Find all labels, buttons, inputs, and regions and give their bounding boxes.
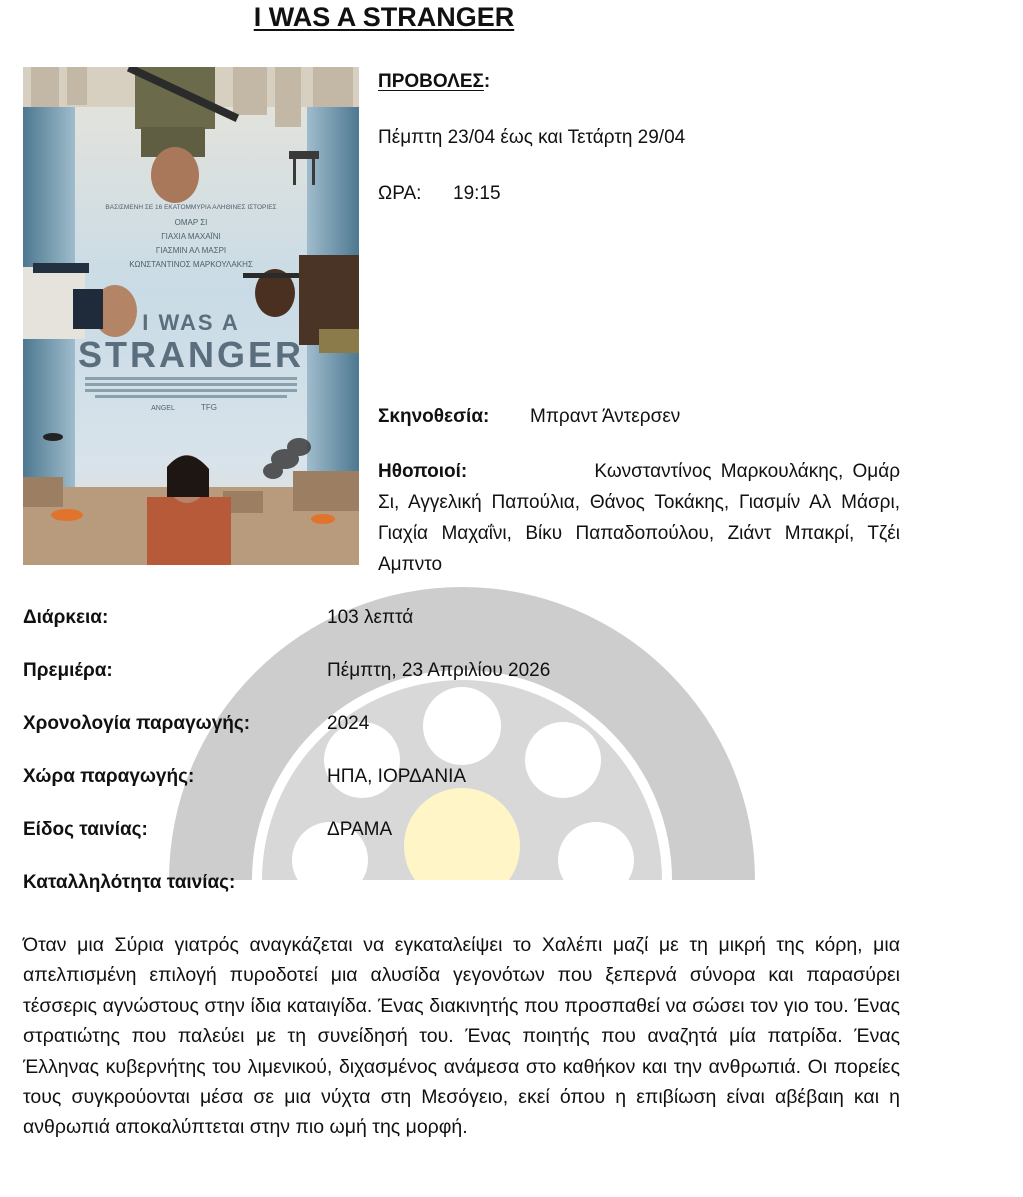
director-row [378, 406, 680, 428]
poster-cast-2: ΓΙΑΧΙΑ ΜΑΧΑΪΝΙ [161, 232, 221, 241]
screenings-heading [378, 71, 490, 93]
screenings-heading-label: ΠΡΟΒΟΛΕΣ [378, 71, 484, 92]
screenings-heading-colon: : [483, 71, 491, 92]
screening-dates: Πέμπτη 23/04 έως και Τετάρτη 29/04 [378, 127, 686, 148]
poster-logo-angel: ANGEL [151, 405, 175, 412]
poster-title-line2: STRANGER [77, 334, 305, 375]
director-value: Μπραντ Άντερσεν [530, 406, 681, 427]
poster-cast-4: ΚΩΝΣΤΑΝΤΙΝΟΣ ΜΑΡΚΟΥΛΑΚΗΣ [129, 260, 253, 269]
synopsis: Όταν μια Σύρια γιατρός αναγκάζεται να εγκαταλείψει το Χαλέπι μαζί με τη μικρή της κόρη, μια απελπισμένη επιλογή πυροδοτεί μια αλυσίδα γεγονότων που ξεπερνά σύνορα και παρασύρει τέσσερις αγνώστους στην ίδια καταιγίδα. Ένας διακινητής που προσπαθεί να σώσει τον γιο του. Ένας στρατιώτης που παλεύει με τη συνείδησή του. Ένας ποιητής που αναζητά μία πατρίδα. Ένας Έλληνας κυβερνήτης του λιμενικού, διχασμένος ανάμεσα στο καθήκον και την ανθρωπιά. Οι πορείες τους συγκρούονται μέσα σε μια νύχτα στη Μεσόγειο, εκεί όπου η επιβίωση είναι αβέβαιη και η ανθρωπιά αποκαλύπτεται στην πιο ωμή της μορφή. [23, 934, 900, 1139]
poster-artwork [23, 67, 359, 565]
movie-poster [23, 67, 359, 565]
detail-duration-value: 103 λεπτά [327, 607, 414, 628]
poster-cast-1: ΟΜΑΡ ΣΙ [174, 218, 208, 227]
actors-row [378, 456, 900, 580]
detail-country-label: Χώρα παραγωγής: [23, 766, 195, 787]
detail-rating-label: Καταλληλότητα ταινίας: [23, 872, 236, 893]
poster-tagline: ΒΑΣΙΣΜΕΝΗ ΣΕ 16 ΕΚΑΤΟΜΜΥΡΙΑ ΑΛΗΘΙΝΕΣ ΙΣΤΟΡΙΕΣ [105, 204, 277, 211]
detail-genre-label: Είδος ταινίας: [23, 819, 148, 840]
detail-duration-label: Διάρκεια: [23, 607, 109, 628]
detail-premiere-value: Πέμπτη, 23 Απριλίου 2026 [327, 660, 551, 681]
detail-genre-value: ΔΡΑΜΑ [327, 819, 393, 840]
poster-logo-tfg: TFG [201, 403, 217, 412]
film-title: I WAS A STRANGER [253, 2, 515, 32]
actors-label: Ηθοποιοί: [378, 461, 468, 482]
poster-cast-3: ΓΙΑΣΜΙΝ ΑΛ ΜΑΣΡΙ [155, 246, 227, 255]
detail-premiere-label: Πρεμιέρα: [23, 660, 113, 681]
poster-title-line1: I WAS A [142, 310, 240, 335]
screening-time-label: ΩΡΑ: [378, 183, 422, 204]
actors-value: Κωνσταντίνος Μαρκουλάκης, Ομάρ Σι, Αγγελική Παπούλια, Θάνος Τοκάκης, Γιασμίν Αλ Μάσρι, Γιαχία Μαχαΐνι, Βίκυ Παπαδοπούλου, Ζιάντ Μπακρί, Τζέι Αμπντο [378, 461, 901, 575]
detail-country-value: ΗΠΑ, ΙΟΡΔΑΝΙΑ [327, 766, 467, 787]
detail-production-year-value: 2024 [327, 713, 370, 734]
screening-time-value: 19:15 [453, 183, 501, 204]
detail-production-year-label: Χρονολογία παραγωγής: [23, 713, 251, 734]
director-label: Σκηνοθεσία: [378, 406, 490, 427]
screening-time [378, 183, 501, 205]
poster-boat [43, 433, 63, 441]
